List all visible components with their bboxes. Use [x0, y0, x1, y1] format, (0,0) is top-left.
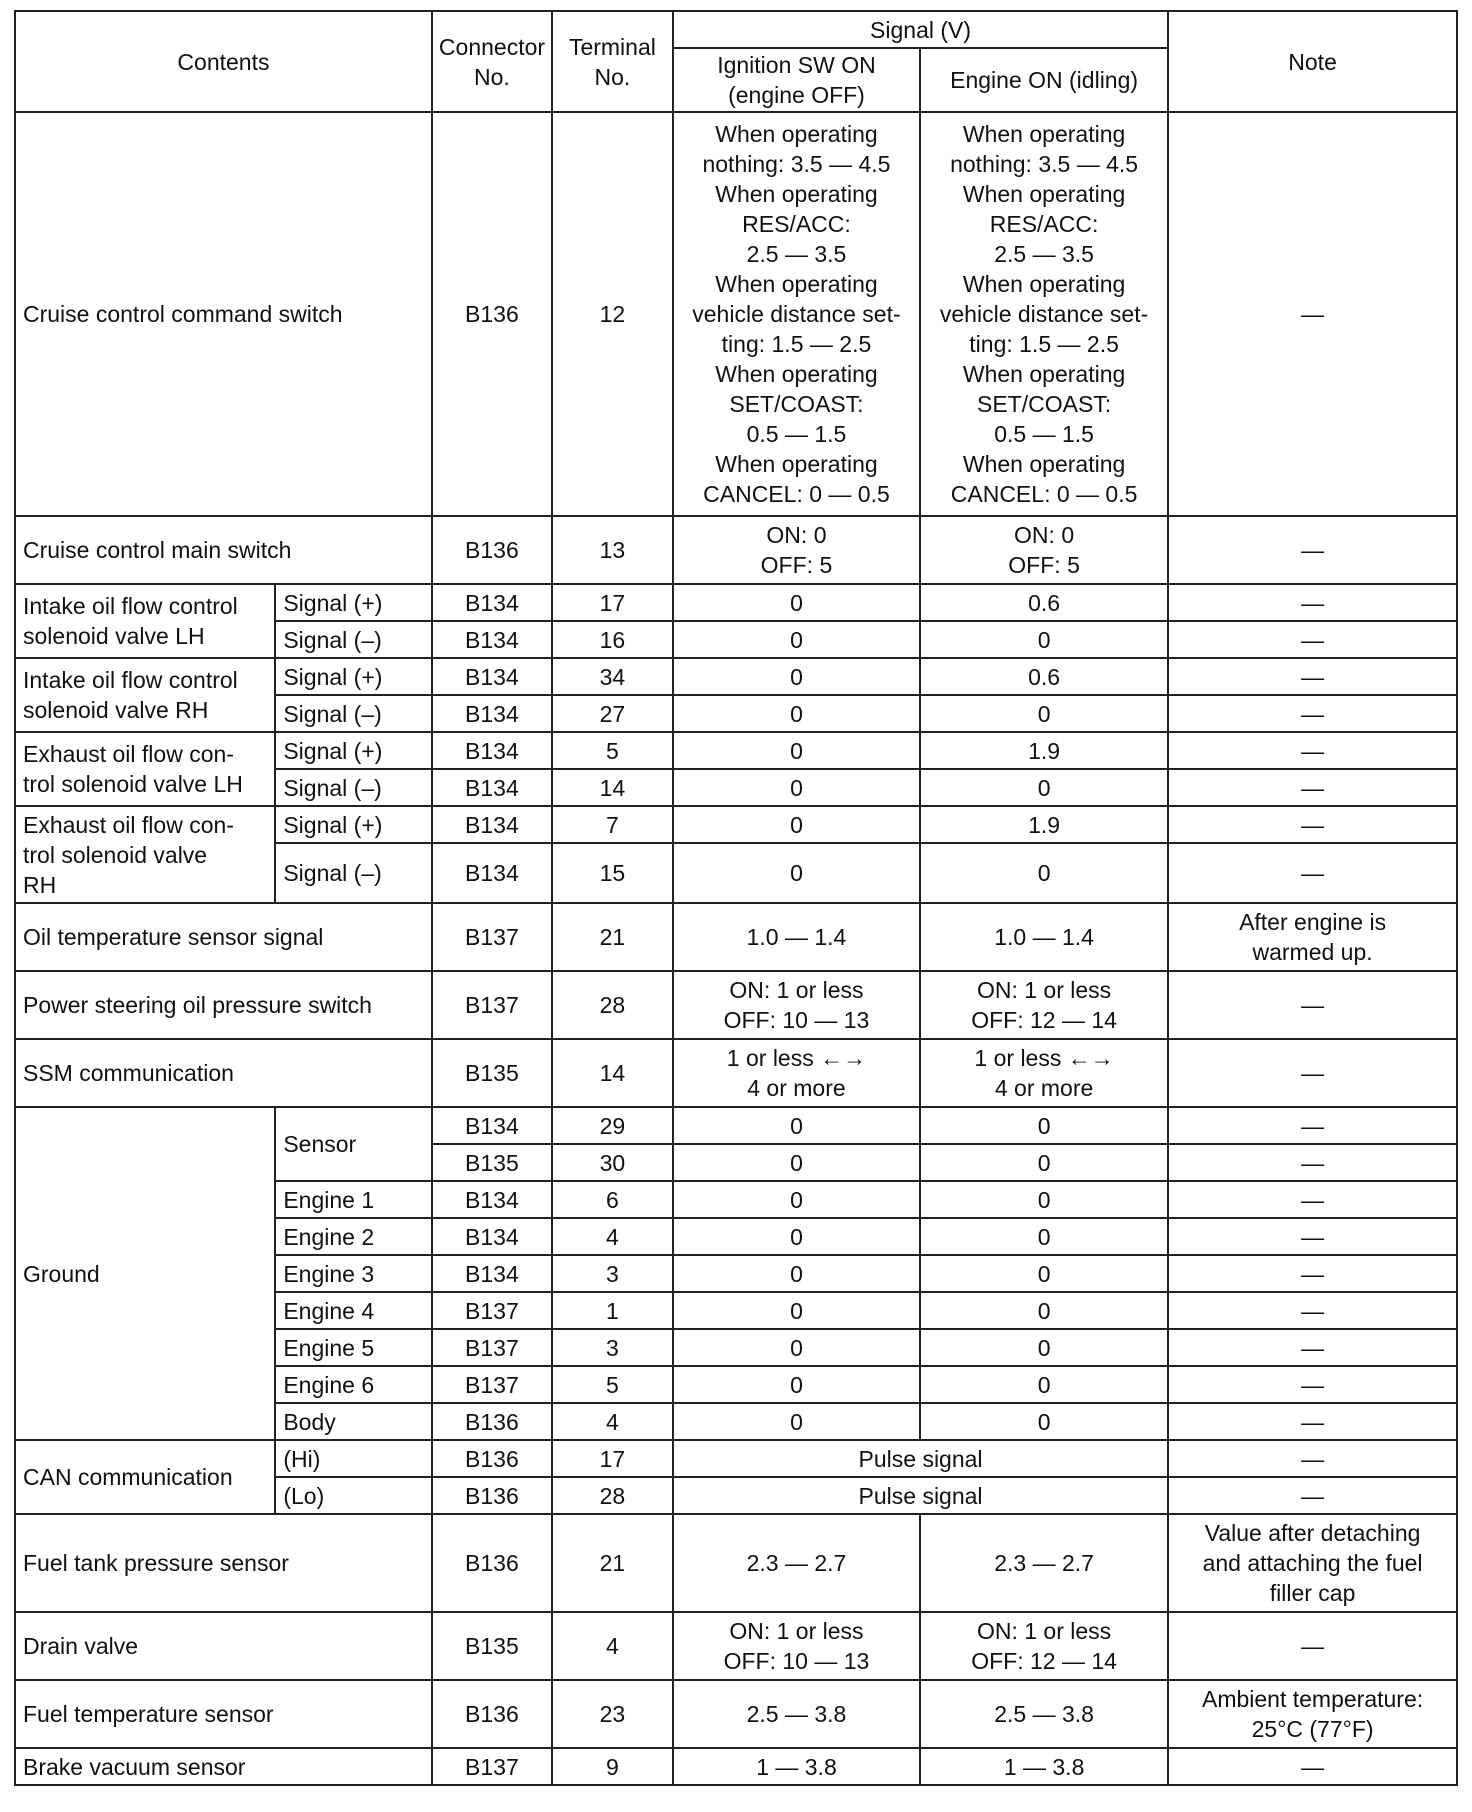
- row-subitem: Signal (+): [275, 584, 432, 621]
- table-row: [15, 1514, 1457, 1612]
- row-connector: B135: [432, 1144, 552, 1181]
- row-terminal: 21: [552, 1514, 673, 1612]
- row-connector: B137: [432, 1292, 552, 1329]
- row-connector: B134: [432, 658, 552, 695]
- row-connector: B136: [432, 516, 552, 584]
- row-connector: B134: [432, 584, 552, 621]
- row-ignition-value: 0: [673, 621, 920, 658]
- header-engine-on: Engine ON (idling): [920, 48, 1168, 112]
- row-terminal: 17: [552, 1440, 673, 1477]
- row-ignition-value: 2.5 — 3.8: [673, 1680, 920, 1748]
- row-connector: B136: [432, 1477, 552, 1514]
- row-note: —: [1168, 584, 1457, 621]
- row-ignition-value: 0: [673, 1366, 920, 1403]
- row-ignition-value: 0: [673, 1255, 920, 1292]
- row-terminal: 4: [552, 1612, 673, 1680]
- row-engine-value: 0: [920, 1144, 1168, 1181]
- row-connector: B134: [432, 1107, 552, 1144]
- row-connector: B134: [432, 806, 552, 843]
- row-terminal: 21: [552, 903, 673, 971]
- table-row: [15, 1680, 1457, 1748]
- row-contents: CAN communication: [15, 1440, 275, 1514]
- row-subitem: Signal (–): [275, 843, 432, 903]
- row-note: —: [1168, 1748, 1457, 1785]
- row-subitem: Engine 2: [275, 1218, 432, 1255]
- row-ignition-value: ON: 1 or less OFF: 10 — 13: [673, 971, 920, 1039]
- row-terminal: 3: [552, 1255, 673, 1292]
- table-row: [15, 112, 1457, 516]
- row-connector: B135: [432, 1612, 552, 1680]
- row-connector: B136: [432, 1680, 552, 1748]
- row-note: —: [1168, 1218, 1457, 1255]
- row-subitem: Signal (+): [275, 658, 432, 695]
- row-engine-value: 0: [920, 1366, 1168, 1403]
- row-note: —: [1168, 843, 1457, 903]
- row-ignition-value: 0: [673, 732, 920, 769]
- row-ignition-value: 0: [673, 584, 920, 621]
- row-subitem: Sensor: [275, 1107, 432, 1181]
- row-terminal: 14: [552, 1039, 673, 1107]
- row-engine-value: 0: [920, 1181, 1168, 1218]
- table-row: [15, 516, 1457, 584]
- row-engine-value: ON: 0 OFF: 5: [920, 516, 1168, 584]
- row-ignition-value: 0: [673, 1329, 920, 1366]
- row-subitem: Engine 6: [275, 1366, 432, 1403]
- row-ignition-value: 0: [673, 769, 920, 806]
- table-row: [15, 806, 1457, 843]
- row-ignition-value: 2.3 — 2.7: [673, 1514, 920, 1612]
- row-terminal: 13: [552, 516, 673, 584]
- row-terminal: 27: [552, 695, 673, 732]
- page: [14, 10, 1458, 1786]
- row-note: —: [1168, 621, 1457, 658]
- row-connector: B134: [432, 843, 552, 903]
- table-row: [15, 584, 1457, 621]
- row-note: —: [1168, 1107, 1457, 1144]
- row-contents: Intake oil flow control solenoid valve RH: [15, 658, 275, 732]
- row-subitem: Engine 1: [275, 1181, 432, 1218]
- row-connector: B134: [432, 695, 552, 732]
- row-ignition-value: 0: [673, 806, 920, 843]
- row-connector: B136: [432, 1440, 552, 1477]
- row-note: —: [1168, 658, 1457, 695]
- row-terminal: 30: [552, 1144, 673, 1181]
- row-engine-value: 0: [920, 1403, 1168, 1440]
- row-ignition-value: 0: [673, 843, 920, 903]
- row-engine-value: 0: [920, 843, 1168, 903]
- row-note: —: [1168, 769, 1457, 806]
- row-ignition-value: When operating nothing: 3.5 — 4.5 When operating RES/ACC: 2.5 — 3.5 When operating vehicle distance set- ting: 1.5 — 2.5 When operating SET/COAST: 0.5 — 1.5 When operating CANCEL: 0 — 0.5: [673, 112, 920, 516]
- row-contents: Power steering oil pressure switch: [15, 971, 432, 1039]
- row-connector: B136: [432, 1403, 552, 1440]
- row-note: —: [1168, 1366, 1457, 1403]
- row-note: Value after detaching and attaching the fuel filler cap: [1168, 1514, 1457, 1612]
- row-contents: SSM communication: [15, 1039, 432, 1107]
- row-note: —: [1168, 1181, 1457, 1218]
- row-note: —: [1168, 1440, 1457, 1477]
- row-engine-value: 0: [920, 1255, 1168, 1292]
- row-ignition-value: 0: [673, 1107, 920, 1144]
- row-note: —: [1168, 971, 1457, 1039]
- row-note: —: [1168, 1329, 1457, 1366]
- row-terminal: 17: [552, 584, 673, 621]
- row-connector: B136: [432, 112, 552, 516]
- row-engine-value: 0: [920, 695, 1168, 732]
- row-subitem: Signal (+): [275, 806, 432, 843]
- row-subitem: Body: [275, 1403, 432, 1440]
- row-contents: Brake vacuum sensor: [15, 1748, 432, 1785]
- row-terminal: 6: [552, 1181, 673, 1218]
- row-engine-value: 0: [920, 1218, 1168, 1255]
- table-row: [15, 971, 1457, 1039]
- row-terminal: 14: [552, 769, 673, 806]
- row-note: —: [1168, 1477, 1457, 1514]
- row-engine-value: 1.0 — 1.4: [920, 903, 1168, 971]
- row-engine-value: ON: 1 or less OFF: 12 — 14: [920, 1612, 1168, 1680]
- row-connector: B134: [432, 621, 552, 658]
- row-ignition-value: 0: [673, 1292, 920, 1329]
- row-engine-value: When operating nothing: 3.5 — 4.5 When operating RES/ACC: 2.5 — 3.5 When operating vehicle distance set- ting: 1.5 — 2.5 When operating SET/COAST: 0.5 — 1.5 When operating CANCEL: 0 — 0.5: [920, 112, 1168, 516]
- row-contents: Fuel tank pressure sensor: [15, 1514, 432, 1612]
- row-note: —: [1168, 112, 1457, 516]
- row-contents: Cruise control command switch: [15, 112, 432, 516]
- row-engine-value: ON: 1 or less OFF: 12 — 14: [920, 971, 1168, 1039]
- row-terminal: 23: [552, 1680, 673, 1748]
- row-connector: B137: [432, 971, 552, 1039]
- table-row: [15, 903, 1457, 971]
- table-row: [15, 1612, 1457, 1680]
- row-terminal: 34: [552, 658, 673, 695]
- row-connector: B134: [432, 1181, 552, 1218]
- row-contents: Intake oil flow control solenoid valve LH: [15, 584, 275, 658]
- signal-table: [14, 10, 1458, 1786]
- row-contents: Ground: [15, 1107, 275, 1440]
- row-terminal: 5: [552, 1366, 673, 1403]
- row-subitem: Signal (–): [275, 695, 432, 732]
- row-subitem: Engine 4: [275, 1292, 432, 1329]
- row-ignition-value: 0: [673, 1403, 920, 1440]
- row-subitem: Signal (–): [275, 769, 432, 806]
- row-ignition-value: ON: 0 OFF: 5: [673, 516, 920, 584]
- row-connector: B137: [432, 1366, 552, 1403]
- row-engine-value: 2.3 — 2.7: [920, 1514, 1168, 1612]
- row-engine-value: 1.9: [920, 806, 1168, 843]
- table-row: [15, 1748, 1457, 1785]
- row-engine-value: 0.6: [920, 658, 1168, 695]
- header-terminal: Terminal No.: [552, 11, 673, 112]
- row-terminal: 28: [552, 971, 673, 1039]
- row-ignition-value: 0: [673, 1181, 920, 1218]
- row-terminal: 28: [552, 1477, 673, 1514]
- row-connector: B137: [432, 903, 552, 971]
- row-note: —: [1168, 516, 1457, 584]
- row-ignition-value: 0: [673, 695, 920, 732]
- row-connector: B135: [432, 1039, 552, 1107]
- table-row: [15, 1440, 1457, 1477]
- row-engine-value: 0: [920, 1292, 1168, 1329]
- row-note: —: [1168, 732, 1457, 769]
- row-note: —: [1168, 1612, 1457, 1680]
- row-connector: B137: [432, 1329, 552, 1366]
- row-subitem: Signal (+): [275, 732, 432, 769]
- row-note: —: [1168, 695, 1457, 732]
- row-note: —: [1168, 1255, 1457, 1292]
- row-connector: B137: [432, 1748, 552, 1785]
- row-terminal: 12: [552, 112, 673, 516]
- row-connector: B136: [432, 1514, 552, 1612]
- row-subitem: (Lo): [275, 1477, 432, 1514]
- row-signal-value: Pulse signal: [673, 1477, 1168, 1514]
- table-row: [15, 1107, 1457, 1144]
- row-subitem: Engine 3: [275, 1255, 432, 1292]
- row-engine-value: 0: [920, 769, 1168, 806]
- row-ignition-value: 1.0 — 1.4: [673, 903, 920, 971]
- row-note: After engine is warmed up.: [1168, 903, 1457, 971]
- row-terminal: 4: [552, 1403, 673, 1440]
- row-terminal: 9: [552, 1748, 673, 1785]
- row-engine-value: 0: [920, 1107, 1168, 1144]
- row-connector: B134: [432, 1218, 552, 1255]
- row-ignition-value: 0: [673, 658, 920, 695]
- row-terminal: 3: [552, 1329, 673, 1366]
- table-row: [15, 1039, 1457, 1107]
- row-contents: Cruise control main switch: [15, 516, 432, 584]
- row-terminal: 15: [552, 843, 673, 903]
- header-signal: Signal (V): [673, 11, 1168, 48]
- row-subitem: Engine 5: [275, 1329, 432, 1366]
- row-terminal: 7: [552, 806, 673, 843]
- row-terminal: 29: [552, 1107, 673, 1144]
- row-terminal: 1: [552, 1292, 673, 1329]
- header-note: Note: [1168, 11, 1457, 112]
- row-subitem: (Hi): [275, 1440, 432, 1477]
- row-engine-value: 0: [920, 621, 1168, 658]
- table-row: [15, 658, 1457, 695]
- row-note: —: [1168, 1292, 1457, 1329]
- table-row: [15, 732, 1457, 769]
- row-engine-value: 1 or less ←→ 4 or more: [920, 1039, 1168, 1107]
- row-ignition-value: 1 or less ←→ 4 or more: [673, 1039, 920, 1107]
- row-engine-value: 1 — 3.8: [920, 1748, 1168, 1785]
- header-connector: Connector No.: [432, 11, 552, 112]
- row-connector: B134: [432, 1255, 552, 1292]
- row-note: —: [1168, 806, 1457, 843]
- row-contents: Exhaust oil flow con- trol solenoid valve RH: [15, 806, 275, 903]
- row-engine-value: 0.6: [920, 584, 1168, 621]
- row-ignition-value: 1 — 3.8: [673, 1748, 920, 1785]
- row-connector: B134: [432, 732, 552, 769]
- row-ignition-value: 0: [673, 1144, 920, 1181]
- row-ignition-value: ON: 1 or less OFF: 10 — 13: [673, 1612, 920, 1680]
- row-terminal: 4: [552, 1218, 673, 1255]
- header-contents: Contents: [15, 11, 432, 112]
- row-contents: Fuel temperature sensor: [15, 1680, 432, 1748]
- row-note: Ambient temperature: 25°C (77°F): [1168, 1680, 1457, 1748]
- row-note: —: [1168, 1403, 1457, 1440]
- row-engine-value: 1.9: [920, 732, 1168, 769]
- header-row: [15, 11, 1457, 48]
- row-subitem: Signal (–): [275, 621, 432, 658]
- row-terminal: 16: [552, 621, 673, 658]
- row-note: —: [1168, 1039, 1457, 1107]
- row-connector: B134: [432, 769, 552, 806]
- row-contents: Drain valve: [15, 1612, 432, 1680]
- row-contents: Oil temperature sensor signal: [15, 903, 432, 971]
- row-engine-value: 2.5 — 3.8: [920, 1680, 1168, 1748]
- row-contents: Exhaust oil flow con- trol solenoid valve LH: [15, 732, 275, 806]
- header-ignition-on: Ignition SW ON (engine OFF): [673, 48, 920, 112]
- row-terminal: 5: [552, 732, 673, 769]
- row-ignition-value: 0: [673, 1218, 920, 1255]
- row-signal-value: Pulse signal: [673, 1440, 1168, 1477]
- row-note: —: [1168, 1144, 1457, 1181]
- row-engine-value: 0: [920, 1329, 1168, 1366]
